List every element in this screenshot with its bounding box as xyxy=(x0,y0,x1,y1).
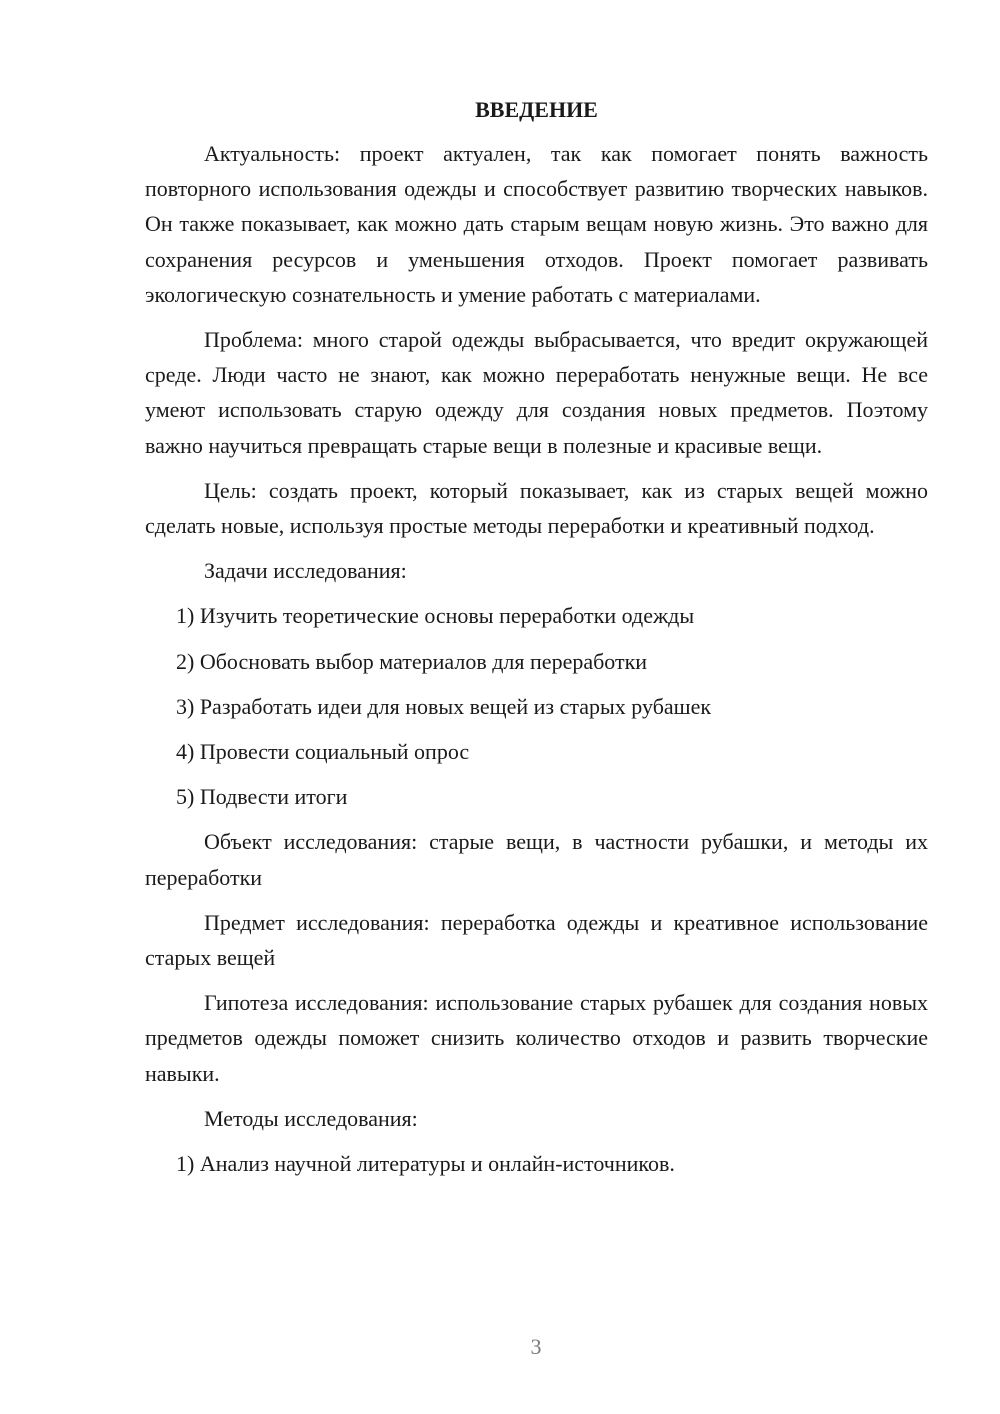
paragraph-tasks-title: Задачи исследования: xyxy=(204,558,407,584)
paragraph-goal: Цель: создать проект, который показывает, как из старых вещей можно сделать новые, используя простые методы переработки и креативный подход. xyxy=(145,477,928,539)
task-item: 1) Изучить теоретические основы переработки одежды xyxy=(176,603,695,629)
tasks-list xyxy=(145,598,928,814)
paragraph-relevance: Актуальность: проект актуален, так как помогает понять важность повторного использования одежды и способствует развитию творческих навыков. Он также показывает, как можно дать старым вещам новую жизнь. Это важно для сохранения ресурсов и уменьшения отходов. Проект помогает развивать экологическую сознательность и умение работать с материалами. xyxy=(145,141,928,307)
paragraph-hypothesis: Гипотеза исследования: использование старых рубашек для создания новых предметов одежды поможет снизить количество отходов и развить творческие навыки. xyxy=(145,990,928,1086)
section-heading: ВВЕДЕНИЕ xyxy=(475,97,598,122)
task-item: 5) Подвести итоги xyxy=(176,784,348,810)
paragraph-subject: Предмет исследования: переработка одежды и креативное использование старых вещей xyxy=(145,909,928,971)
paragraph-problem: Проблема: много старой одежды выбрасывается, что вредит окружающей среде. Люди часто не знают, как можно переработать ненужные вещи. Не все умеют использовать старую одежду для создания новых предметов. Поэтому важно научиться превращать старые вещи в полезные и красивые вещи. xyxy=(145,327,928,458)
page-number: 3 xyxy=(530,1334,542,1359)
task-item: 4) Провести социальный опрос xyxy=(176,739,470,765)
method-item: 1) Анализ научной литературы и онлайн-источников. xyxy=(176,1151,675,1177)
paragraph-object: Объект исследования: старые вещи, в частности рубашки, и методы их переработки xyxy=(145,829,928,890)
page-content xyxy=(145,92,928,1191)
task-item: 3) Разработать идеи для новых вещей из старых рубашек xyxy=(176,693,712,719)
task-item: 2) Обосновать выбор материалов для переработки xyxy=(176,648,648,674)
paragraph-methods-title: Методы исследования: xyxy=(204,1105,418,1131)
methods-list xyxy=(145,1146,928,1181)
